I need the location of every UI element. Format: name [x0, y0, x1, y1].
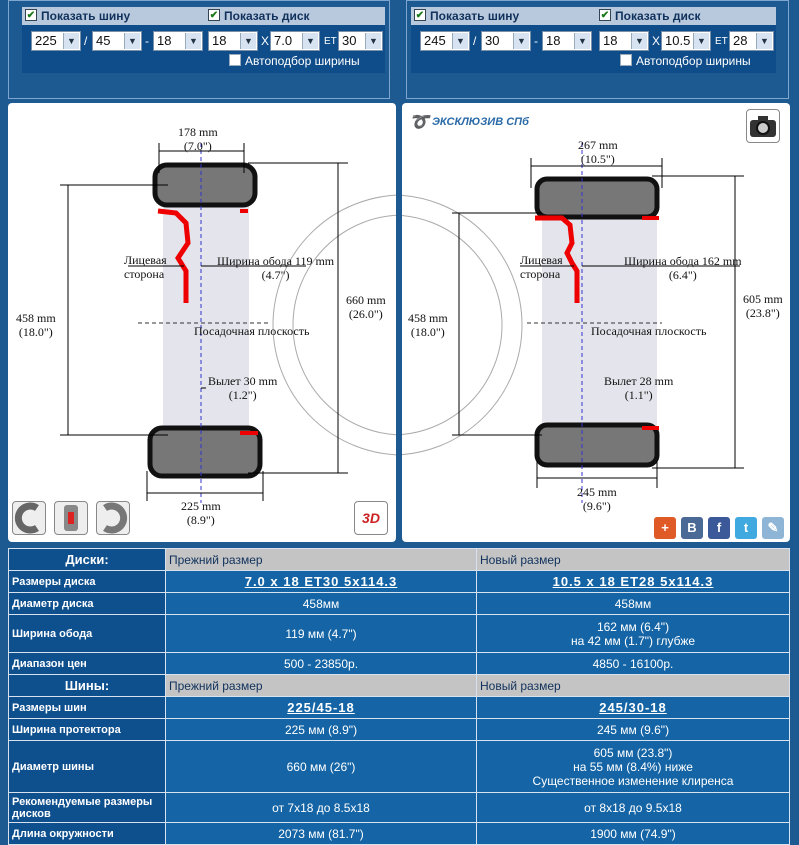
- show-tire-label: Показать шину: [430, 9, 520, 23]
- row-label: Диапазон цен: [9, 653, 166, 675]
- disk-et-select[interactable]: 30 ▼: [338, 31, 383, 51]
- rim-width-label: Ширина обода 162 mm (6.4"): [624, 254, 742, 282]
- tire-section-icon: [55, 502, 87, 534]
- table-row: [9, 697, 790, 719]
- 3d-icon: 3D: [362, 510, 380, 526]
- checkbox-icon[interactable]: ✔: [415, 10, 425, 21]
- tire-width-select[interactable]: 225 ▼: [31, 31, 81, 51]
- row-label: Длина окружности: [9, 823, 166, 845]
- new-value: 245 мм (9.6"): [477, 719, 790, 741]
- tire-side-icon: [13, 502, 45, 534]
- disks-section-title: Диски:: [9, 549, 166, 571]
- face-side-label: Лицевая сторона: [124, 253, 167, 281]
- bottom-width-label: 245 mm (9.6"): [577, 485, 617, 513]
- new-disk-size-link[interactable]: 10.5 x 18 ET28 5x114.3: [477, 571, 790, 593]
- row-label: Ширина обода: [9, 615, 166, 653]
- row-label: Рекомендуемые размеры дисков: [9, 793, 166, 823]
- chevron-down-icon: ▼: [693, 33, 709, 49]
- right-wheel-drawing: [402, 103, 790, 542]
- offset-label: Вылет 28 mm (1.1"): [604, 374, 674, 402]
- left-wheel-diagram: [8, 103, 396, 542]
- bottom-width-label: 225 mm (8.9"): [181, 499, 221, 527]
- new-value: 458мм: [477, 593, 790, 615]
- vkontakte-icon[interactable]: В: [681, 517, 703, 539]
- twitter-icon[interactable]: t: [735, 517, 757, 539]
- row-label: Размеры шин: [9, 697, 166, 719]
- row-label: Ширина протектора: [9, 719, 166, 741]
- new-size-header: Новый размер: [477, 675, 790, 697]
- left-disk-group: [205, 7, 385, 73]
- table-row: [9, 653, 790, 675]
- separator: X: [261, 34, 270, 48]
- old-value: 500 - 23850р.: [166, 653, 477, 675]
- table-row: [9, 741, 790, 793]
- tire-profile-select[interactable]: 45 ▼: [92, 31, 142, 51]
- show-disk-label: Показать диск: [615, 9, 701, 23]
- right-tire-group: [411, 7, 596, 73]
- left-wheel-drawing: [8, 103, 396, 542]
- old-value: 2073 мм (81.7"): [166, 823, 477, 845]
- chevron-down-icon: ▼: [124, 33, 140, 49]
- face-side-label: Лицевая сторона: [520, 253, 563, 281]
- rim-diameter-label: 458 mm (18.0"): [16, 311, 56, 339]
- row-label: Диаметр шины: [9, 741, 166, 793]
- offset-label: Вылет 30 mm (1.2"): [208, 374, 278, 402]
- rim-icon: [97, 502, 129, 534]
- disk-width-select[interactable]: 7.0 ▼: [270, 31, 320, 51]
- et-label: ET: [324, 36, 337, 47]
- new-value: 162 мм (6.4") на 42 мм (1.7") глубже: [477, 615, 790, 653]
- side-view-button[interactable]: [12, 501, 46, 535]
- top-width-label: 267 mm (10.5"): [578, 138, 618, 166]
- right-disk-header[interactable]: [596, 7, 776, 25]
- tire-profile-select[interactable]: 30 ▼: [481, 31, 531, 51]
- table-row: [9, 571, 790, 593]
- disks-header-row: [9, 549, 790, 571]
- table-row: [9, 719, 790, 741]
- camera-button[interactable]: [746, 109, 780, 143]
- et-label: ET: [715, 36, 728, 47]
- chevron-down-icon: ▼: [574, 33, 590, 49]
- disk-diameter-select[interactable]: 18 ▼: [599, 31, 649, 51]
- separator: -: [145, 34, 149, 48]
- chevron-down-icon: ▼: [302, 33, 318, 49]
- chevron-down-icon: ▼: [756, 33, 772, 49]
- disk-et-select[interactable]: 28 ▼: [729, 31, 774, 51]
- blog-icon[interactable]: ✎: [762, 517, 784, 539]
- old-disk-size-link[interactable]: 7.0 x 18 ET30 5x114.3: [166, 571, 477, 593]
- old-tire-size-link[interactable]: 225/45-18: [166, 697, 477, 719]
- new-tire-size-link[interactable]: 245/30-18: [477, 697, 790, 719]
- old-value: 225 мм (8.9"): [166, 719, 477, 741]
- checkbox-icon[interactable]: ✔: [26, 10, 36, 21]
- new-value: от 8x18 до 9.5x18: [477, 793, 790, 823]
- left-disk-header[interactable]: [205, 7, 385, 25]
- chevron-down-icon: ▼: [63, 33, 79, 49]
- left-tire-header[interactable]: [22, 7, 205, 25]
- chevron-down-icon: ▼: [365, 33, 381, 49]
- brand-logo: ➰ ЭКСКЛЮЗИВ СПб: [409, 114, 529, 131]
- old-value: 660 мм (26"): [166, 741, 477, 793]
- top-width-label: 178 mm (7.0"): [178, 125, 218, 153]
- old-value: от 7x18 до 8.5x18: [166, 793, 477, 823]
- show-disk-label: Показать диск: [224, 9, 310, 23]
- prev-size-header: Прежний размер: [166, 549, 477, 571]
- right-wheel-diagram: [402, 103, 790, 542]
- disk-diameter-select[interactable]: 18 ▼: [208, 31, 258, 51]
- right-size-controls: [406, 0, 789, 99]
- table-row: [9, 823, 790, 845]
- left-tire-group: [22, 7, 205, 73]
- separator: /: [473, 34, 477, 48]
- separator: /: [84, 34, 88, 48]
- table-row: [9, 615, 790, 653]
- facebook-icon[interactable]: f: [708, 517, 730, 539]
- tire-diameter-label: 605 mm (23.8"): [743, 292, 783, 320]
- tire-diameter-select[interactable]: 18 ▼: [153, 31, 203, 51]
- tire-width-select[interactable]: 245 ▼: [420, 31, 470, 51]
- chevron-down-icon: ▼: [631, 33, 647, 49]
- auto-width-checkbox[interactable]: Автоподбор ширины: [620, 54, 751, 68]
- table-row: [9, 793, 790, 823]
- mount-plane-label: Посадочная плоскость: [591, 324, 707, 338]
- new-value: 1900 мм (74.9"): [477, 823, 790, 845]
- checkbox-icon[interactable]: ✔: [209, 10, 219, 21]
- tires-section-title: Шины:: [9, 675, 166, 697]
- prev-size-header: Прежний размер: [166, 675, 477, 697]
- row-label: Диаметр диска: [9, 593, 166, 615]
- rim-width-label: Ширина обода 119 mm (4.7"): [217, 254, 335, 282]
- checkbox-icon[interactable]: ✔: [600, 10, 610, 21]
- tires-header-row: [9, 675, 790, 697]
- new-value: 605 мм (23.8") на 55 мм (8.4%) ниже Существенное изменение клиренса: [477, 741, 790, 793]
- old-value: 119 мм (4.7"): [166, 615, 477, 653]
- row-label: Размеры диска: [9, 571, 166, 593]
- comparison-table: [8, 548, 790, 845]
- show-tire-label: Показать шину: [41, 9, 131, 23]
- right-tire-header[interactable]: [411, 7, 596, 25]
- rim-view-button[interactable]: [96, 501, 130, 535]
- right-disk-group: [596, 7, 776, 73]
- share-plus-icon[interactable]: +: [654, 517, 676, 539]
- new-value: 4850 - 16100р.: [477, 653, 790, 675]
- chevron-down-icon: ▼: [240, 33, 256, 49]
- disk-width-select[interactable]: 10.5 ▼: [661, 31, 711, 51]
- chevron-down-icon: ▼: [513, 33, 529, 49]
- tire-diameter-label: 660 mm (26.0"): [346, 293, 386, 321]
- logo-swirl-icon: ➰: [409, 114, 429, 131]
- mount-plane-label: Посадочная плоскость: [194, 324, 310, 338]
- left-size-controls: [8, 0, 390, 99]
- chevron-down-icon: ▼: [452, 33, 468, 49]
- section-view-button[interactable]: [54, 501, 88, 535]
- rim-diameter-label: 458 mm (18.0"): [408, 311, 448, 339]
- tire-diameter-select[interactable]: 18 ▼: [542, 31, 592, 51]
- new-size-header: Новый размер: [477, 549, 790, 571]
- separator: X: [652, 34, 661, 48]
- camera-icon: [747, 110, 779, 142]
- 3d-view-button[interactable]: [354, 501, 388, 535]
- auto-width-checkbox[interactable]: Автоподбор ширины: [229, 54, 360, 68]
- table-row: [9, 593, 790, 615]
- chevron-down-icon: ▼: [185, 33, 201, 49]
- separator: -: [534, 34, 538, 48]
- old-value: 458мм: [166, 593, 477, 615]
